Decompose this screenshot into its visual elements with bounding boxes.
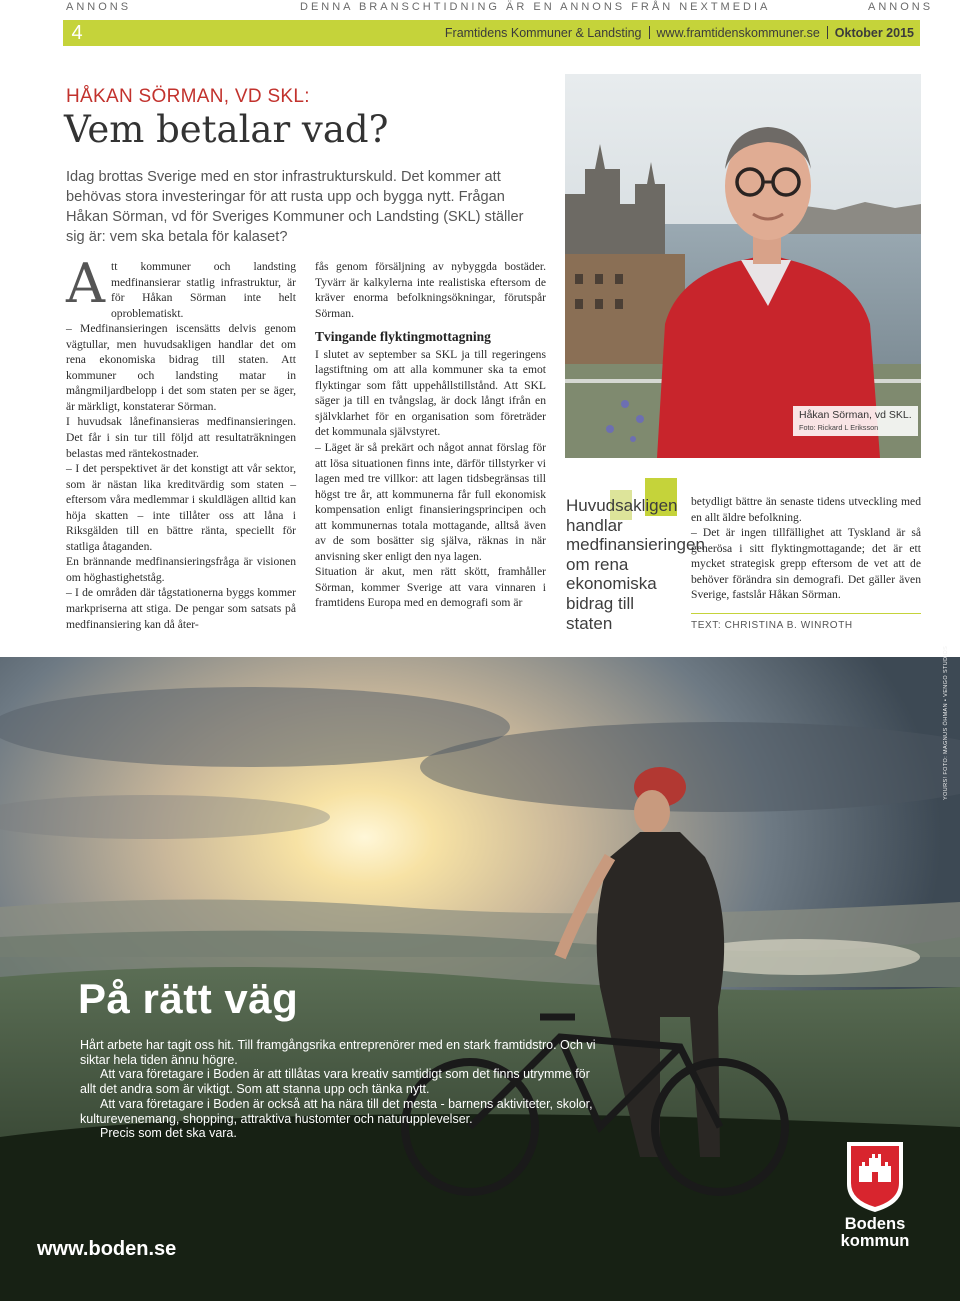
boden-logo-text: [830, 1216, 920, 1250]
portrait-illustration: [565, 74, 921, 458]
paragraph: – I de områden där tågstationerna byggs kommer markpriserna att stiga. De pengar som satsats på medfinansiering kan då åter-: [66, 586, 296, 631]
paragraph: – Läget är så prekärt och något annat förslag för att lösa situationen finns inte, därför tillstyrker vi lagen med tre villkor: att lagen tidsbegränsas till högst tre år, att kommunerna får full ekonomisk kompensation enligt finansieringsprincipen och att kommunernas totala mottagande, alltså även av de som bosätter sig själva, räknas in när anvisning sker enligt den nya lagen.: [315, 441, 546, 563]
issue-date: Oktober 2015: [834, 26, 914, 40]
ad-paragraph: Att vara företagare i Boden är också att ha nära till det mesta - barnens aktiviteter, skolor, kulturevenemang, shopping, attraktiva hustomter och naturupplevelser.: [80, 1096, 593, 1126]
photo-credit: [943, 792, 949, 800]
paragraph: Situation är akut, men rätt skött, framhåller Sörman, kommer Sverige att vara vinnaren i framtidens Europa med en demografi som är: [315, 565, 546, 610]
paragraph: betydligt bättre än senaste tidens utveckling med en allt äldre befolkning.: [691, 495, 921, 524]
ad-paragraph: Precis som det ska vara.: [100, 1126, 237, 1141]
caption-credit: Foto: Rickard L Eriksson: [799, 423, 879, 432]
ad-body-text: [80, 1038, 600, 1141]
separator: [827, 26, 828, 39]
logo-line-2: kommun: [840, 1232, 910, 1250]
ad-headline: På rätt väg: [78, 975, 299, 1022]
photo-caption: [793, 406, 918, 436]
portrait-photo: [565, 74, 921, 458]
byline-divider: [691, 613, 921, 614]
publication-name: Framtidens Kommuner & Landsting: [444, 26, 642, 40]
article-title: Vem betalar vad?: [64, 108, 389, 151]
page-number: 4: [63, 20, 91, 46]
header-info: [445, 20, 914, 46]
byline: TEXT: CHRISTINA B. WINROTH: [691, 620, 853, 631]
boden-crest-icon: [845, 1140, 905, 1214]
paragraph: I huvudsak lånefinansieras medfinansieringen. Det får i sin tur till följd att resultaträkningen belastas med räntekostnader.: [66, 415, 296, 460]
article-column-1: [66, 252, 296, 632]
paragraph: – I det perspektivet är det konstigt att vår sektor, som är nästan lika kreditvärdig som staten – eftersom våra medlemmar i skuldlägen alltid kan höja skatten – inte tillåter oss att låna i Riksgälden till en bättre ränta, speciellt för statliga åtaganden.: [66, 462, 296, 553]
caption-name: Håkan Sörman, vd SKL.: [799, 409, 912, 421]
branschtidning-notice: DENNA BRANSCHTIDNING ÄR EN ANNONS FRÅN NEXTMEDIA: [300, 1, 771, 13]
paragraph: fås genom försäljning av nybyggda bostäder. Tyvärr är kalkylerna inte realistiska eftersom de kräver enorma befolkningsökningar, förutspår Sörman.: [315, 260, 546, 320]
paragraph: Att kommuner och landsting medfinansierar statlig infrastruktur, är för Håkan Sörman inte helt oproblematiskt.: [66, 252, 296, 320]
drop-cap: A: [66, 252, 105, 315]
annons-label-right: ANNONS: [868, 1, 934, 13]
logo-line-1: Bodens: [844, 1215, 906, 1233]
ad-paragraph: Att vara företagare i Boden är att tillåtas vara kreativ samtidigt som det finns utrymme för allt det andra som är viktigt. Som att stanna upp och tänka nytt.: [80, 1067, 590, 1097]
article-column-3: [691, 494, 921, 603]
pull-quote: Huvudsakligen handlar medfinansieringen om rena ekonomiska bidrag till staten: [566, 496, 705, 633]
top-strip: [0, 0, 960, 16]
article-column-2: [315, 259, 546, 611]
subheading: Tvingande flyktingmottagning: [315, 329, 491, 345]
website-link[interactable]: www.framtidenskommuner.se: [656, 26, 820, 40]
separator: [649, 26, 650, 39]
article-lead: Idag brottas Sverige med en stor infrastrukturskuld. Det kommer att behövas stora investeringar för att rusta upp och bygga nytt. Frågan Håkan Sörman, vd för Sveriges Kommuner och Landsting (SKL) ställer sig är: vem ska betala för kalaset?: [66, 169, 524, 245]
boden-website-link[interactable]: www.boden.se: [37, 1238, 177, 1260]
annons-label-left: ANNONS: [66, 1, 132, 13]
paragraph: I slutet av september sa SKL ja till regeringens lagstiftning om att alla kommuner ska ta emot flyktingar som fått uppehållstillstånd. Att SKL säger ja till en tvångslag, är dock långt ifrån en självklarhet för en organisation som företräder det kommunala självstyret.: [315, 347, 546, 439]
paragraph: – Medfinansieringen iscensätts delvis genom vägtullar, men huvudsakligen handlar det om rena ekonomiska bidrag till staten. Att kommuner och landsting matar in mångmiljardbelopp i det som staten per se äger, är märkligt, konstaterar Sörman.: [66, 322, 296, 413]
ad-paragraph: Hårt arbete har tagit oss hit. Till framgångsrika entreprenörer med en stark framtidstro. Och vi siktar hela tiden ännu högre.: [80, 1038, 596, 1067]
article-kicker: HÅKAN SÖRMAN, VD SKL:: [66, 86, 310, 107]
paragraph: En brännande medfinansieringsfråga är visionen om höghastighetståg.: [66, 555, 296, 584]
paragraph: – Det är ingen tillfällighet att Tyskland är så generösa i sitt flyktingmottagande; det är ett mycket strategisk grepp eftersom de vet att de behöver förändra sin demografi. Det gäller även Sverige, fastslår Håkan Sörman.: [691, 526, 921, 602]
